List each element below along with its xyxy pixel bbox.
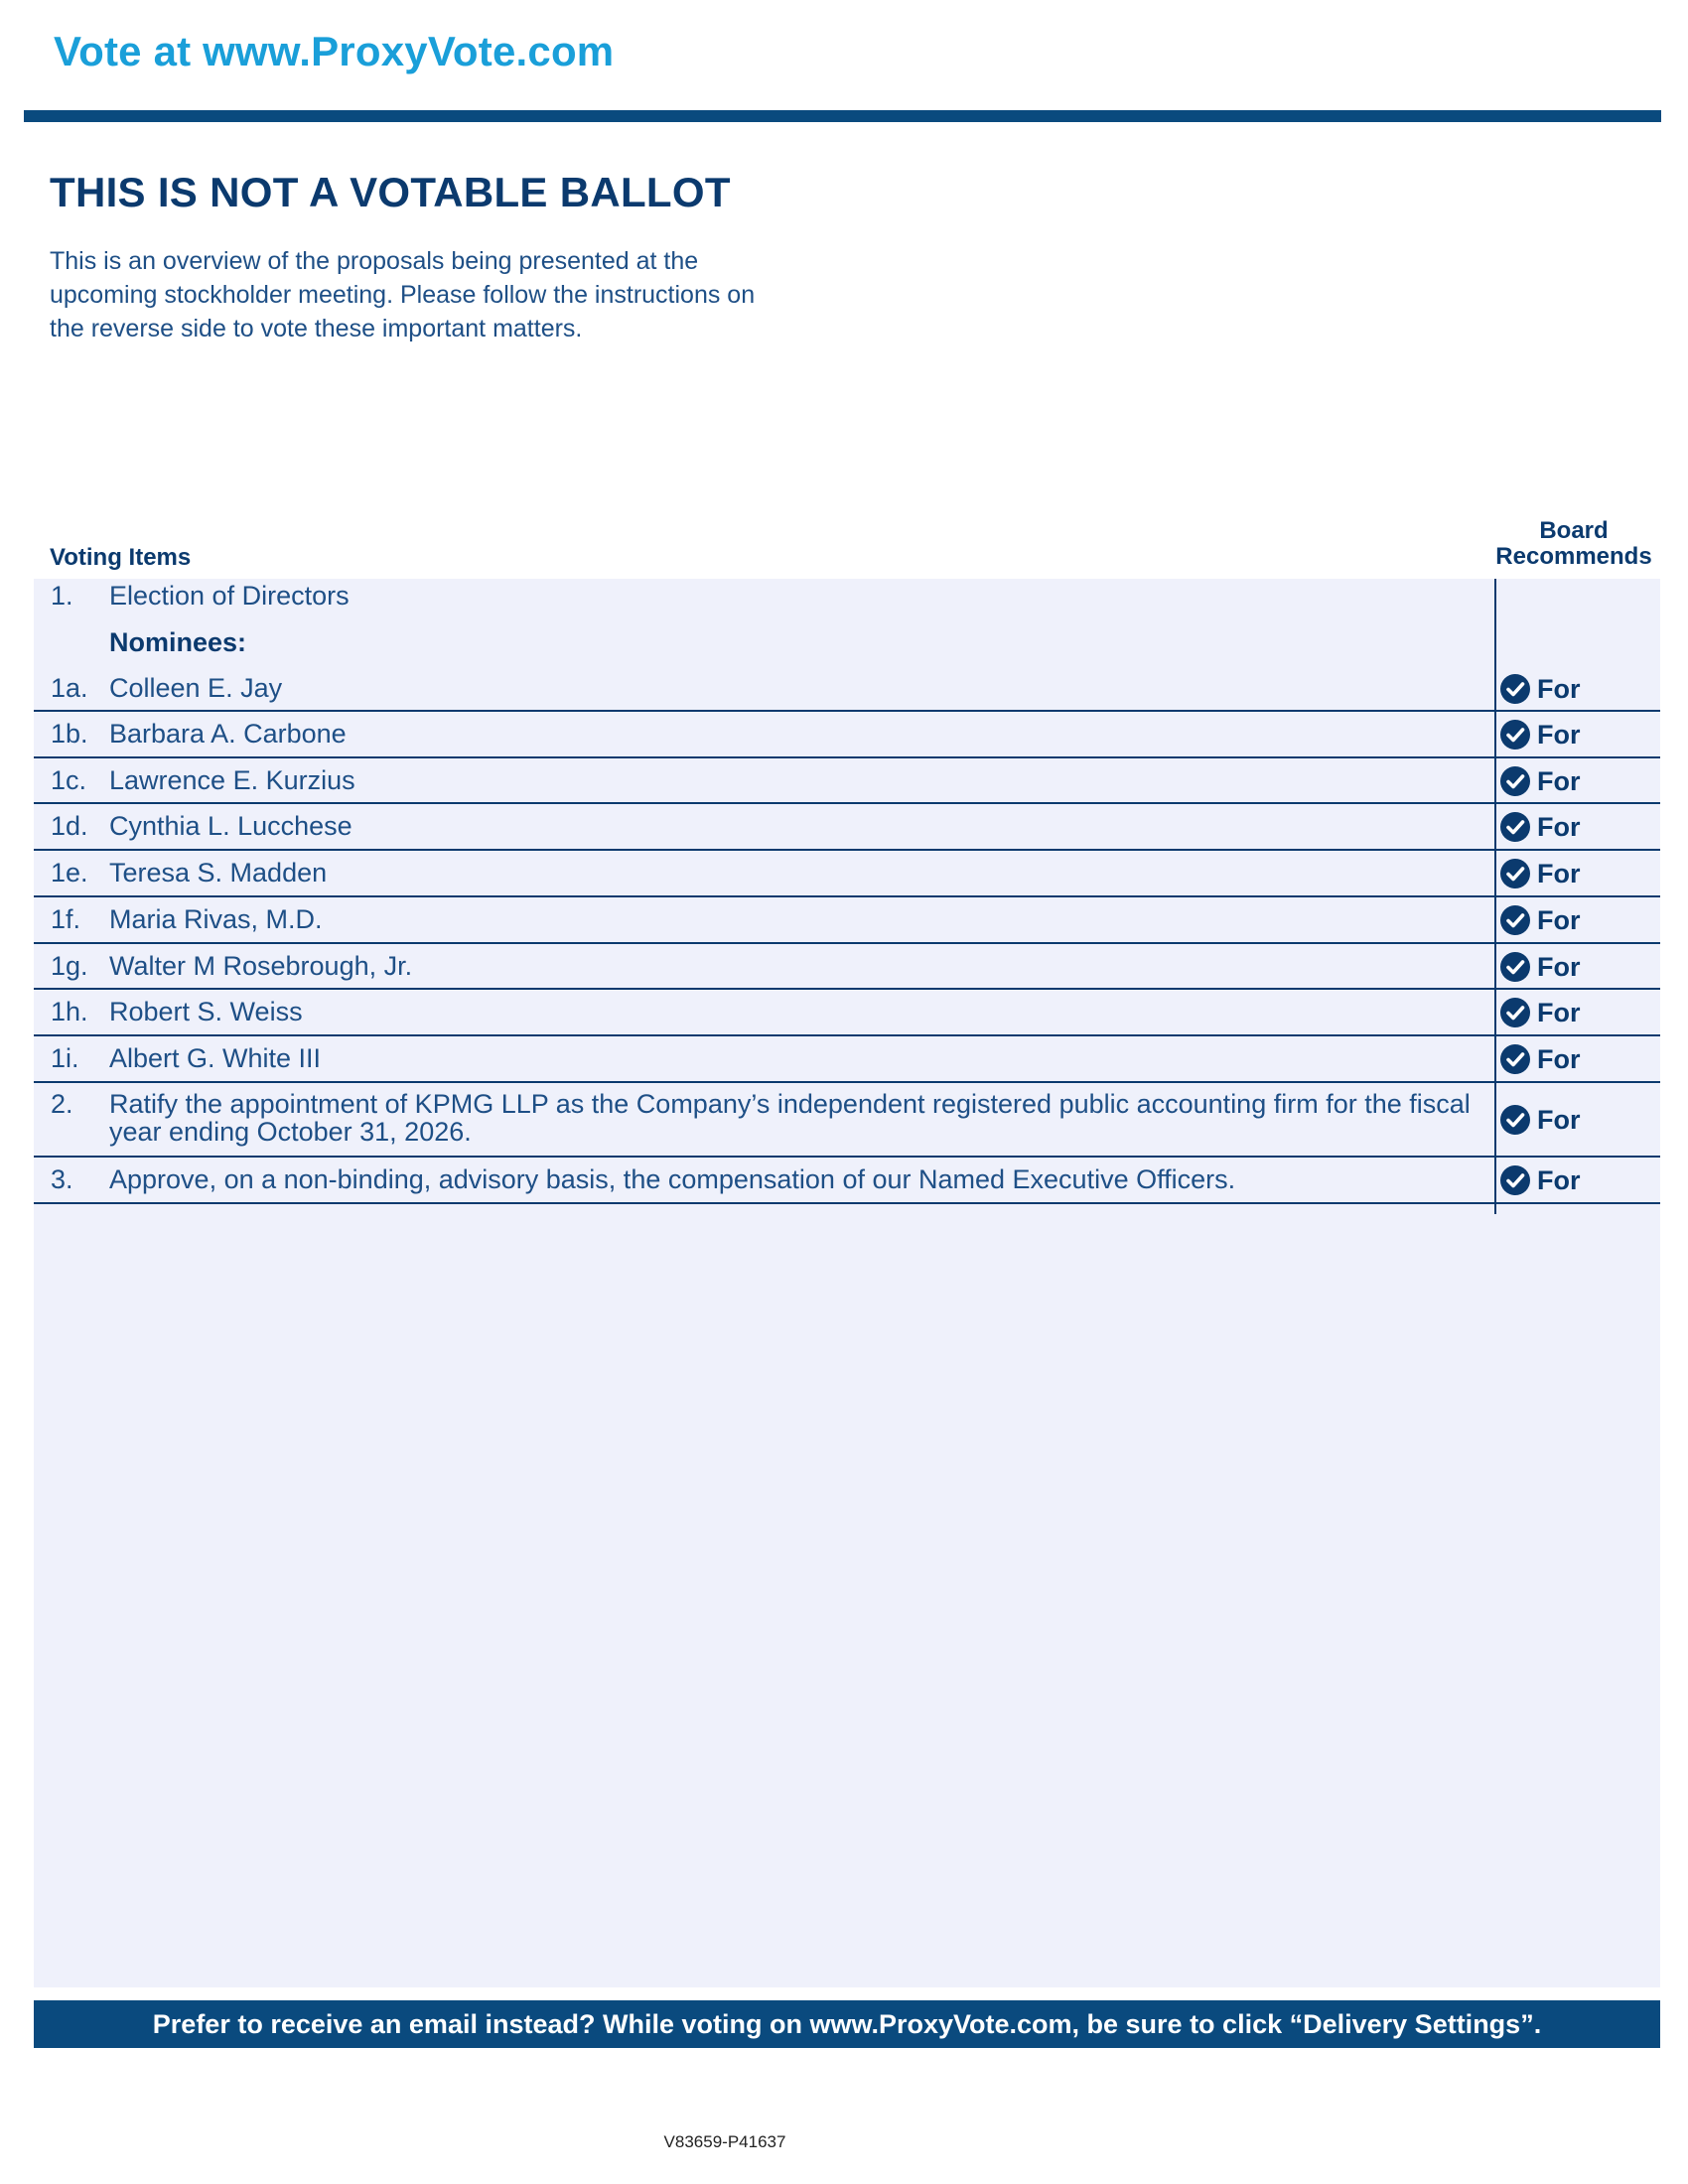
recommendation-label: For <box>1537 951 1581 982</box>
item-number: 2. <box>51 1089 73 1119</box>
item-text: Colleen E. Jay <box>109 673 283 703</box>
board-label-line: Board <box>1539 517 1609 544</box>
row-divider <box>34 1081 1660 1083</box>
recommendation <box>1499 765 1581 797</box>
nominees-label: Nominees: <box>109 627 247 657</box>
item-text: Cynthia L. Lucchese <box>109 811 352 841</box>
intro-line: This is an overview of the proposals being presented at the <box>50 247 699 275</box>
intro-line: the reverse side to vote these important matters. <box>50 315 583 342</box>
document-code: V83659-P41637 <box>663 2132 786 2151</box>
intro-line: upcoming stockholder meeting. Please follow the instructions on <box>50 281 756 309</box>
item-text: Walter M Rosebrough, Jr. <box>109 951 413 981</box>
recommendation <box>1499 673 1581 705</box>
check-circle-icon <box>1499 997 1531 1028</box>
item-number: 1b. <box>51 719 88 749</box>
recommendation-label: For <box>1537 1105 1581 1135</box>
item-text: Teresa S. Madden <box>109 858 328 887</box>
recommendation <box>1499 858 1581 889</box>
item-text: Albert G. White III <box>109 1043 322 1073</box>
item-text-line: Ratify the appointment of KPMG LLP as the Company’s independent registered public accounting firm for the fiscal <box>109 1089 1471 1119</box>
email-notice-bar <box>34 2000 1660 2048</box>
recommendation-label: For <box>1537 1043 1581 1074</box>
check-circle-icon <box>1499 1104 1531 1136</box>
recommendation <box>1499 1104 1581 1136</box>
item-number: 1d. <box>51 811 88 841</box>
voting-items-label: Voting Items <box>50 544 192 571</box>
item-text-line: year ending October 31, 2026. <box>109 1117 472 1147</box>
recommendation-label: For <box>1537 673 1581 704</box>
recommendation-label: For <box>1537 904 1581 935</box>
row-divider <box>34 895 1660 897</box>
recommendation-label: For <box>1537 1164 1581 1195</box>
board-recommends-label <box>1493 518 1654 570</box>
intro-paragraph <box>50 244 874 345</box>
recommendation <box>1499 1043 1581 1075</box>
item-text <box>109 1090 1509 1146</box>
item-number: 1f. <box>51 904 81 934</box>
recommendation-label: For <box>1537 719 1581 750</box>
row-divider <box>34 942 1660 944</box>
recommendation <box>1499 1164 1581 1196</box>
item-number: 1g. <box>51 951 88 981</box>
recommendation-label: For <box>1537 765 1581 796</box>
check-circle-icon <box>1499 765 1531 797</box>
check-circle-icon <box>1499 904 1531 936</box>
item-text: Maria Rivas, M.D. <box>109 904 323 934</box>
item-text: Barbara A. Carbone <box>109 719 347 749</box>
item-number: 1h. <box>51 997 88 1026</box>
email-notice-text: Prefer to receive an email instead? While voting on www.ProxyVote.com, be sure to click “Delivery Settings”. <box>152 2008 1542 2039</box>
check-circle-icon <box>1499 951 1531 983</box>
row-divider <box>34 988 1660 990</box>
recommendation <box>1499 951 1581 983</box>
header-title: Vote at www.ProxyVote.com <box>54 28 615 74</box>
row-divider <box>34 802 1660 804</box>
recommendation-label: For <box>1537 811 1581 842</box>
recommendation <box>1499 719 1581 751</box>
row-divider <box>34 1156 1660 1158</box>
recommendation <box>1499 904 1581 936</box>
check-circle-icon <box>1499 811 1531 843</box>
recommendation <box>1499 997 1581 1028</box>
board-label-line: Recommends <box>1495 543 1652 570</box>
item-text: Lawrence E. Kurzius <box>109 765 355 795</box>
check-circle-icon <box>1499 673 1531 705</box>
recommendation-label: For <box>1537 858 1581 888</box>
row-divider <box>34 1034 1660 1036</box>
item-number: 1a. <box>51 673 88 703</box>
check-circle-icon <box>1499 1043 1531 1075</box>
check-circle-icon <box>1499 719 1531 751</box>
item-number: 1c. <box>51 765 87 795</box>
item-row-election <box>34 581 1660 620</box>
item-text: Robert S. Weiss <box>109 997 303 1026</box>
row-divider <box>34 756 1660 758</box>
check-circle-icon <box>1499 858 1531 889</box>
item-number: 3. <box>51 1164 73 1194</box>
item-text: Approve, on a non-binding, advisory basis, the compensation of our Named Executive Officers. <box>109 1164 1236 1194</box>
recommendation-label: For <box>1537 997 1581 1027</box>
item-number: 1i. <box>51 1043 79 1073</box>
item-number: 1. <box>51 581 73 611</box>
item-number: 1e. <box>51 858 88 887</box>
item-text: Election of Directors <box>109 581 350 611</box>
row-divider <box>34 710 1660 712</box>
page-title: THIS IS NOT A VOTABLE BALLOT <box>50 169 731 215</box>
header-rule <box>24 110 1661 122</box>
recommendation <box>1499 811 1581 843</box>
row-divider <box>34 1202 1660 1204</box>
row-divider <box>34 849 1660 851</box>
check-circle-icon <box>1499 1164 1531 1196</box>
